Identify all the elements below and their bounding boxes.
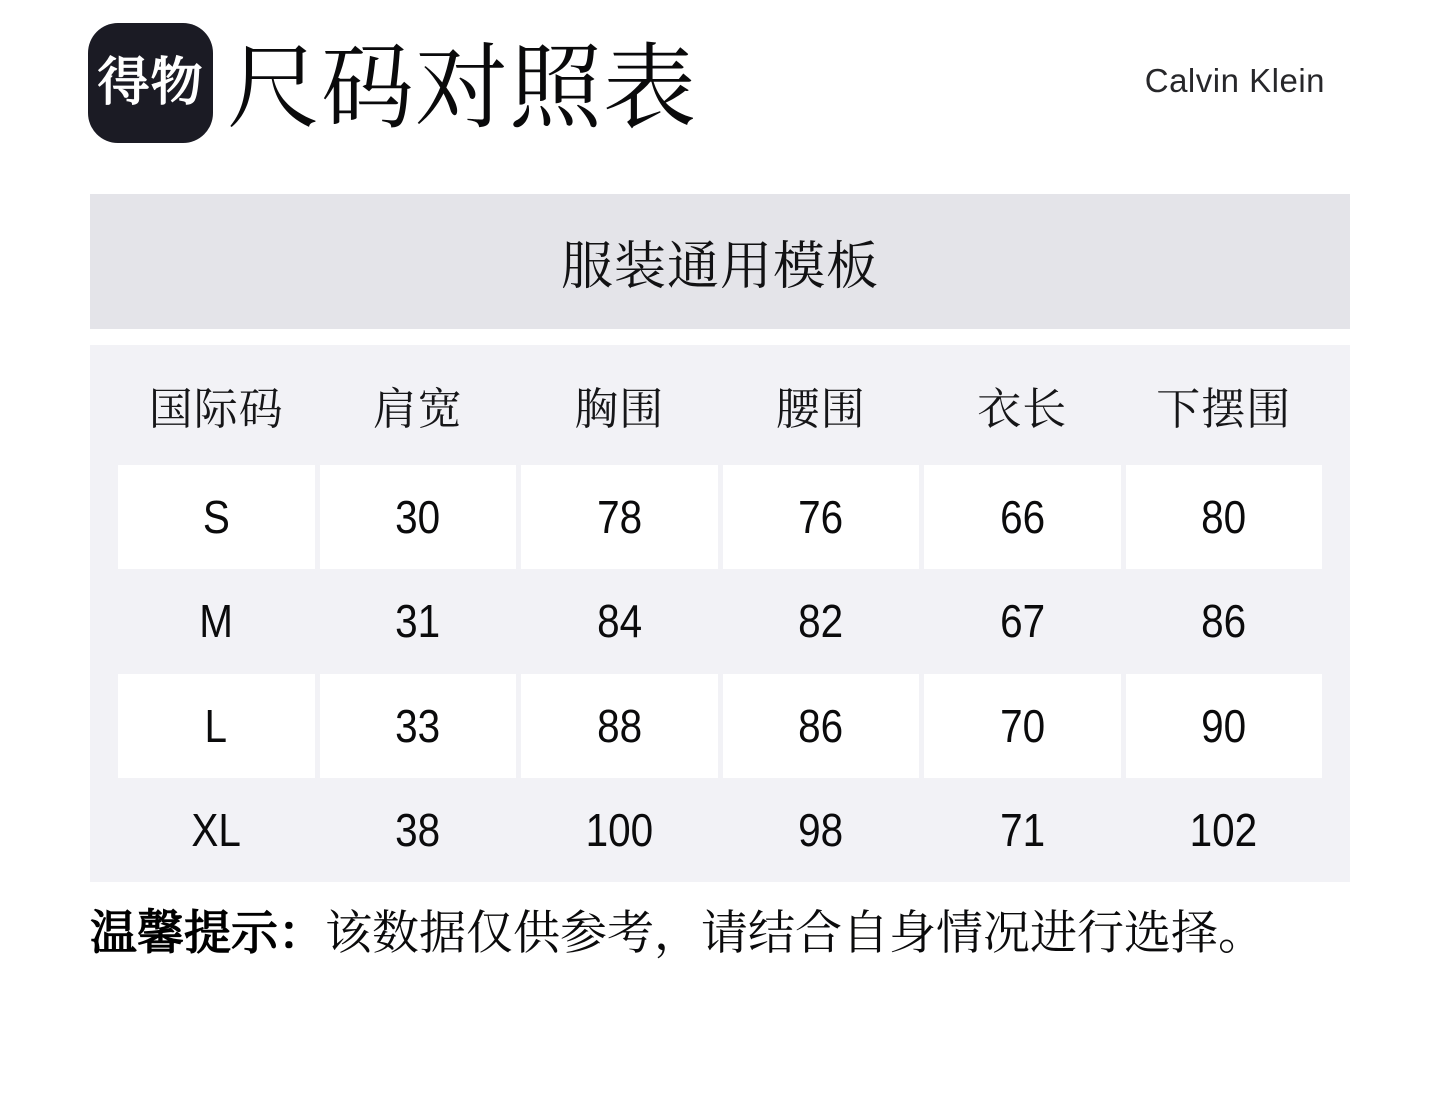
- table-cell: 33: [320, 674, 517, 778]
- column-header-hem: 下摆围: [1156, 385, 1292, 434]
- table-cell: 66: [924, 465, 1121, 569]
- table-cell: 67: [999, 595, 1045, 648]
- template-banner-title: 服装通用模板: [560, 238, 879, 296]
- table-cell: 30: [320, 465, 517, 569]
- tip-label: 温馨提示：: [90, 906, 325, 959]
- page-title: 尺码对照表: [227, 36, 697, 140]
- brand-name: Calvin Klein: [1144, 62, 1325, 99]
- table-cell: 86: [723, 674, 920, 778]
- table-cell: 80: [1126, 465, 1323, 569]
- table-row-l-size: L: [118, 674, 315, 778]
- table-row-m-size: M: [199, 595, 234, 648]
- size-table-grid: [118, 345, 1322, 882]
- table-cell: 82: [798, 595, 844, 648]
- table-cell: 31: [395, 595, 441, 648]
- table-cell: 90: [1126, 674, 1323, 778]
- table-cell: 100: [585, 803, 654, 856]
- tip-note: [90, 901, 1265, 965]
- column-header-shoulder-width: 肩宽: [372, 385, 463, 434]
- table-cell: 86: [1201, 595, 1247, 648]
- table-cell: 102: [1189, 803, 1258, 856]
- table-cell: 88: [521, 674, 718, 778]
- column-header-garment-length: 衣长: [977, 385, 1068, 434]
- template-banner: [90, 194, 1350, 329]
- table-cell: 84: [596, 595, 642, 648]
- table-cell: 71: [999, 803, 1045, 856]
- dewu-logo-icon: [88, 23, 213, 143]
- table-cell: 38: [395, 803, 441, 856]
- dewu-logo-text: 得物: [97, 54, 204, 112]
- size-table: [90, 345, 1350, 882]
- column-header-international-size: 国际码: [148, 385, 284, 434]
- table-cell: 78: [521, 465, 718, 569]
- tip-text: 该数据仅供参考，请结合自身情况进行选择。: [325, 906, 1265, 959]
- table-cell: 76: [723, 465, 920, 569]
- column-header-waist: 腰围: [775, 385, 866, 434]
- column-header-chest: 胸围: [574, 385, 665, 434]
- table-row-s-size: S: [118, 465, 315, 569]
- table-cell: 70: [924, 674, 1121, 778]
- table-cell: 98: [798, 803, 844, 856]
- table-row-xl-size: XL: [191, 803, 241, 856]
